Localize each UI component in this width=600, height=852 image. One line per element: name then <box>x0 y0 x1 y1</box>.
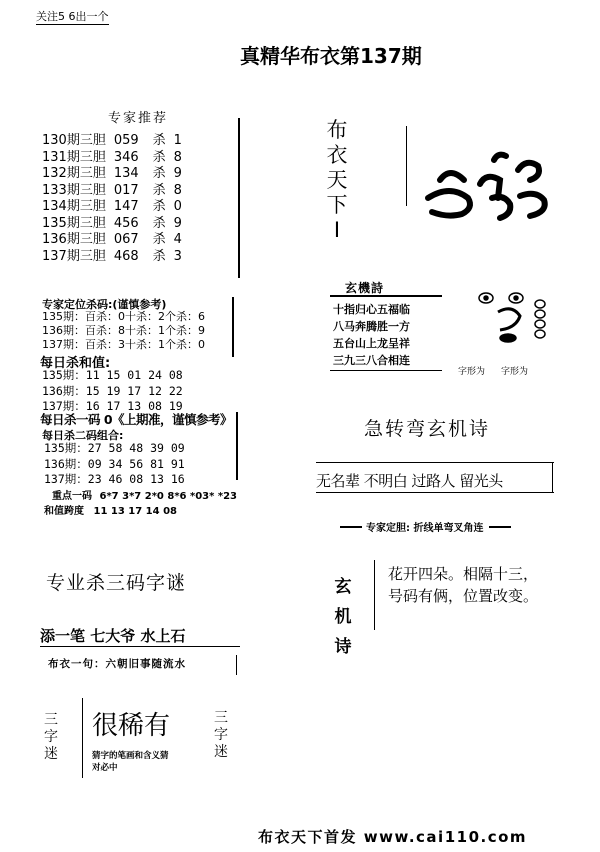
expert-kill: 杀 <box>152 199 166 214</box>
vertical-char: 天 <box>326 168 348 192</box>
caption-a: 字形为 <box>458 367 486 377</box>
divider <box>374 560 375 630</box>
expert-period: 136期三胆 <box>42 232 106 247</box>
vertical-char: 迷 <box>214 744 228 760</box>
divider <box>330 295 442 297</box>
hint-text <box>92 750 169 774</box>
expert-period: 135期三胆 <box>42 215 106 231</box>
expert-kill: 杀 <box>152 248 166 264</box>
xuanji-line: 三九三八合相连 <box>333 354 410 367</box>
daily-sum-list <box>42 368 183 415</box>
vertical-char: 字 <box>44 729 58 745</box>
expert-row <box>42 150 182 167</box>
divider <box>232 297 234 357</box>
position-kill-title: 专家定位杀码:(谨慎参考) <box>42 298 167 311</box>
footer-text: 布衣天下首发 www.cai110.com <box>258 828 528 846</box>
dash-left <box>340 526 362 528</box>
divider <box>82 698 83 778</box>
expert-k: 8 <box>173 182 182 198</box>
dice-symbol <box>468 290 558 350</box>
buyi-sentence: 布衣一句：六朝旧事随流水 <box>48 658 186 670</box>
vertical-char: 机 <box>334 607 352 627</box>
daily-sum-row: 136期：15 19 17 12 22 <box>42 383 183 398</box>
key-group <box>52 487 237 502</box>
right-vertical-label <box>212 710 230 761</box>
hint-line: 对必中 <box>92 763 118 773</box>
expert-period: 132期三胆 <box>42 166 106 181</box>
divider <box>236 655 237 675</box>
divider <box>330 370 442 371</box>
sharp-turn-title: 急转弯玄机诗 <box>364 418 491 440</box>
divider <box>552 463 553 493</box>
expert-k: 4 <box>173 232 182 247</box>
expert-k: 3 <box>173 248 182 264</box>
left-vertical-label <box>42 712 60 763</box>
expert-kill: 杀 <box>152 166 166 181</box>
divider <box>316 492 554 493</box>
divider <box>40 646 240 647</box>
daily-two-row: 136期：09 34 56 81 91 <box>44 456 185 471</box>
expert-row <box>42 166 182 183</box>
expert-row <box>42 232 182 249</box>
daily-sum-row: 137期：16 17 13 08 19 <box>42 399 183 413</box>
sum-span-label: 和值跨度 <box>44 506 84 517</box>
expert-period: 137期三胆 <box>42 248 106 264</box>
daily-two-title: 每日杀二码组合: <box>42 429 124 442</box>
riddle-title: 专业杀三码字谜 <box>46 572 187 594</box>
xuanji-title: 玄機詩 <box>345 281 385 295</box>
key-group-value: 6*7 3*7 2*0 8*6 *03* *23 <box>99 491 237 502</box>
buyi-vertical-title <box>322 118 352 243</box>
dash-right <box>489 526 511 528</box>
expert-kill: 杀 <box>152 232 166 247</box>
sum-span <box>44 502 177 517</box>
expert-row <box>42 183 182 200</box>
expert-k: 9 <box>173 215 182 231</box>
divider <box>236 412 238 480</box>
expert-row <box>42 133 182 150</box>
xuanji-poem <box>333 301 410 369</box>
daily-one-title: 每日杀一码 0《上期准，谨慎参考》 <box>40 412 233 427</box>
vertical-char: 衣 <box>326 143 348 167</box>
position-kill-row: 136期：百杀：8十杀：1个杀：9 <box>42 324 205 337</box>
expert-k: 9 <box>173 166 182 181</box>
xuanji-line: 十指归心五福临 <box>333 303 410 316</box>
expert-k: 1 <box>173 133 182 148</box>
daily-two-list <box>44 441 185 488</box>
expert-nums: 468 <box>113 248 139 264</box>
poem-line: 花开四朵。相隔十三， <box>388 565 539 583</box>
poem-line: 号码有俩，位置改变。 <box>388 587 539 605</box>
expert-list <box>42 133 182 265</box>
xuanji-line: 五台山上龙呈祥 <box>333 337 410 350</box>
expert-row <box>42 199 182 216</box>
expert-nums: 134 <box>113 166 139 181</box>
vertical-char: 三 <box>44 712 58 728</box>
expert-line-wrap <box>340 519 550 534</box>
daily-sum-title: 每日杀和值: <box>40 356 111 371</box>
expert-kill: 杀 <box>152 149 166 165</box>
divider <box>406 126 407 206</box>
sharp-turn-phrase: 无名辈 不明白 过路人 留光头 <box>316 472 503 490</box>
sum-span-value: 11 13 17 14 08 <box>93 506 177 517</box>
page-title: 真精华布衣第137期 <box>240 44 422 68</box>
vertical-char: 字 <box>214 727 228 743</box>
expert-nums: 017 <box>113 182 139 198</box>
expert-period: 130期三胆 <box>42 133 106 148</box>
expert-kill: 杀 <box>152 215 166 231</box>
header-note: 关注5 6出一个 <box>36 10 109 23</box>
vertical-char: I <box>333 218 341 242</box>
riddle-line: 添一笔 七大爷 水上石 <box>40 627 186 645</box>
calligraphy-symbol <box>410 140 580 240</box>
big-word: 很稀有 <box>92 711 171 741</box>
expert-nums: 059 <box>113 133 139 148</box>
expert-title: 专家推荐 <box>108 111 169 126</box>
vertical-char: 玄 <box>334 577 352 597</box>
vertical-char: 诗 <box>334 637 352 657</box>
divider <box>238 118 240 278</box>
vertical-char: 布 <box>326 118 348 142</box>
vertical-char: 下 <box>326 193 348 217</box>
xuanji-line: 八马奔腾胜一方 <box>333 320 410 333</box>
caption-b: 字形为 <box>501 367 529 377</box>
position-kill-row: 135期：百杀：0十杀：2个杀：6 <box>42 310 205 323</box>
expert-line: 专家定胆: 折线单弯叉角连 <box>366 523 484 534</box>
expert-period: 131期三胆 <box>42 149 106 165</box>
expert-nums: 147 <box>113 199 139 214</box>
expert-period: 133期三胆 <box>42 182 106 198</box>
hint-line: 猜字的笔画和含义猜 <box>92 751 169 761</box>
position-kill-list <box>42 310 205 352</box>
poem-vertical-title <box>333 572 353 662</box>
poem-lines <box>388 563 538 607</box>
expert-kill: 杀 <box>152 182 166 198</box>
key-group-label: 重点一码 <box>52 491 92 502</box>
divider <box>316 462 554 463</box>
position-kill-row: 137期：百杀：3十杀：1个杀：0 <box>42 338 205 351</box>
vertical-char: 三 <box>214 710 228 726</box>
expert-k: 0 <box>173 199 182 214</box>
daily-two-row: 135期：27 58 48 39 09 <box>44 441 185 455</box>
expert-row <box>42 249 182 266</box>
daily-two-row: 137期：23 46 08 13 16 <box>44 472 185 486</box>
expert-period: 134期三胆 <box>42 199 106 214</box>
expert-nums: 067 <box>113 232 139 247</box>
expert-nums: 456 <box>113 215 139 231</box>
expert-nums: 346 <box>113 149 139 165</box>
expert-k: 8 <box>173 149 182 165</box>
expert-row <box>42 216 182 233</box>
daily-sum-row: 135期：11 15 01 24 08 <box>42 368 183 382</box>
vertical-char: 迷 <box>44 746 58 762</box>
expert-kill: 杀 <box>152 133 166 148</box>
